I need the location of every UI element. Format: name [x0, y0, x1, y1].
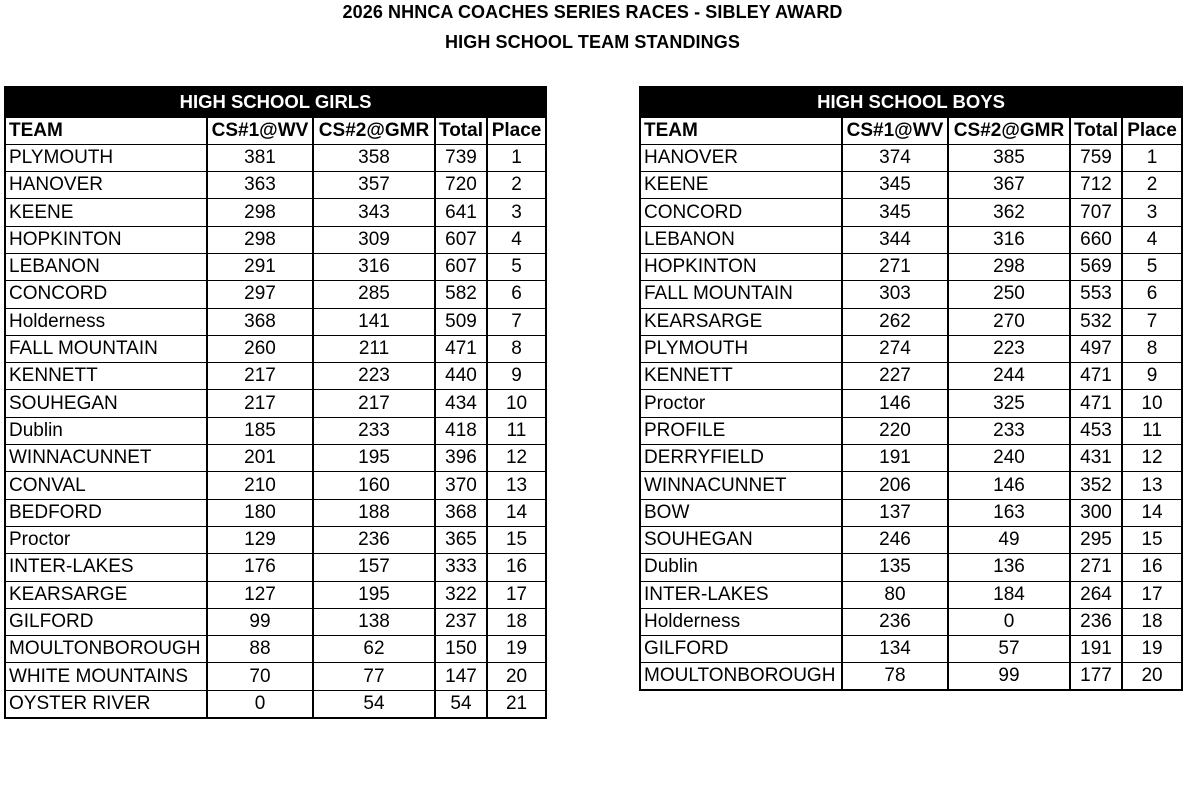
table-row [640, 608, 1182, 635]
cs2-score: 316 [948, 226, 1070, 253]
total-score: 607 [435, 226, 487, 253]
team-name: FALL MOUNTAIN [5, 335, 207, 362]
table-row [5, 144, 546, 171]
table-row [640, 390, 1182, 417]
cs2-score: 240 [948, 445, 1070, 472]
cs2-score: 385 [948, 144, 1070, 171]
place: 20 [487, 663, 546, 690]
team-name: FALL MOUNTAIN [640, 281, 842, 308]
table-row [5, 199, 546, 226]
cs1-score: 180 [207, 499, 313, 526]
total-score: 707 [1070, 199, 1122, 226]
cs2-header: CS#2@GMR [313, 117, 435, 144]
cs2-score: 136 [948, 554, 1070, 581]
cs1-score: 210 [207, 472, 313, 499]
table-row [5, 472, 546, 499]
team-name: CONCORD [5, 281, 207, 308]
girls-banner-row [5, 87, 546, 117]
cs2-score: 99 [948, 663, 1070, 690]
table-row [5, 499, 546, 526]
cs1-score: 70 [207, 663, 313, 690]
cs2-score: 141 [313, 308, 435, 335]
place: 8 [487, 335, 546, 362]
total-score: 370 [435, 472, 487, 499]
page-subtitle: HIGH SCHOOL TEAM STANDINGS [445, 32, 740, 52]
team-name: Dublin [5, 417, 207, 444]
team-name: SOUHEGAN [640, 526, 842, 553]
cs1-score: 291 [207, 253, 313, 280]
place: 3 [1122, 199, 1182, 226]
cs1-score: 176 [207, 554, 313, 581]
cs1-score: 262 [842, 308, 948, 335]
cs2-score: 233 [313, 417, 435, 444]
total-score: 720 [435, 172, 487, 199]
column-header-row [5, 117, 546, 144]
total-score: 236 [1070, 608, 1122, 635]
cs2-score: 309 [313, 226, 435, 253]
place: 2 [487, 172, 546, 199]
team-name: KENNETT [640, 363, 842, 390]
total-score: 471 [435, 335, 487, 362]
table-row [5, 554, 546, 581]
table-row [5, 253, 546, 280]
boys-standings-table [639, 86, 1183, 691]
team-name: KEARSARGE [640, 308, 842, 335]
team-name: GILFORD [5, 608, 207, 635]
boys-table-title: HIGH SCHOOL BOYS [640, 87, 1182, 117]
team-name: SOUHEGAN [5, 390, 207, 417]
total-score: 471 [1070, 390, 1122, 417]
team-name: KEARSARGE [5, 581, 207, 608]
cs1-score: 303 [842, 281, 948, 308]
table-row [5, 281, 546, 308]
cs2-score: 250 [948, 281, 1070, 308]
table-row [5, 335, 546, 362]
place: 14 [1122, 499, 1182, 526]
total-score: 333 [435, 554, 487, 581]
cs2-score: 195 [313, 445, 435, 472]
team-name: MOULTONBOROUGH [640, 663, 842, 690]
place: 11 [487, 417, 546, 444]
cs2-score: 233 [948, 417, 1070, 444]
table-row [640, 308, 1182, 335]
cs2-score: 184 [948, 581, 1070, 608]
cs2-score: 298 [948, 253, 1070, 280]
place: 1 [487, 144, 546, 171]
team-name: PROFILE [640, 417, 842, 444]
place-header: Place [487, 117, 546, 144]
table-row [5, 363, 546, 390]
cs2-score: 160 [313, 472, 435, 499]
place: 19 [1122, 636, 1182, 663]
total-score: 191 [1070, 636, 1122, 663]
place: 9 [487, 363, 546, 390]
cs1-score: 298 [207, 199, 313, 226]
cs2-score: 236 [313, 526, 435, 553]
table-row [640, 417, 1182, 444]
cs1-score: 246 [842, 526, 948, 553]
total-score: 532 [1070, 308, 1122, 335]
cs1-score: 363 [207, 172, 313, 199]
total-score: 368 [435, 499, 487, 526]
table-row [5, 445, 546, 472]
team-name: HANOVER [5, 172, 207, 199]
cs1-score: 217 [207, 363, 313, 390]
table-row [640, 363, 1182, 390]
cs1-score: 298 [207, 226, 313, 253]
place: 5 [487, 253, 546, 280]
place: 4 [1122, 226, 1182, 253]
cs1-score: 220 [842, 417, 948, 444]
place: 8 [1122, 335, 1182, 362]
team-name: WINNACUNNET [5, 445, 207, 472]
team-name: KEENE [5, 199, 207, 226]
team-name: DERRYFIELD [640, 445, 842, 472]
cs2-score: 163 [948, 499, 1070, 526]
cs1-score: 217 [207, 390, 313, 417]
team-name: HANOVER [640, 144, 842, 171]
total-score: 150 [435, 636, 487, 663]
cs1-score: 345 [842, 172, 948, 199]
team-name: Dublin [640, 554, 842, 581]
total-score: 431 [1070, 445, 1122, 472]
cs1-header: CS#1@WV [207, 117, 313, 144]
team-name: HOPKINTON [5, 226, 207, 253]
total-score: 497 [1070, 335, 1122, 362]
cs2-score: 223 [313, 363, 435, 390]
team-name: HOPKINTON [640, 253, 842, 280]
table-row [5, 417, 546, 444]
total-score: 607 [435, 253, 487, 280]
total-score: 739 [435, 144, 487, 171]
cs1-score: 274 [842, 335, 948, 362]
place: 4 [487, 226, 546, 253]
total-score: 712 [1070, 172, 1122, 199]
cs1-score: 88 [207, 636, 313, 663]
total-score: 295 [1070, 526, 1122, 553]
place: 12 [487, 445, 546, 472]
total-score: 322 [435, 581, 487, 608]
table-row [5, 226, 546, 253]
table-row [5, 636, 546, 663]
table-row [5, 663, 546, 690]
place: 5 [1122, 253, 1182, 280]
place: 16 [487, 554, 546, 581]
team-name: Proctor [5, 526, 207, 553]
team-name: KEENE [640, 172, 842, 199]
cs1-score: 137 [842, 499, 948, 526]
team-name: OYSTER RIVER [5, 690, 207, 717]
table-row [640, 445, 1182, 472]
cs2-score: 217 [313, 390, 435, 417]
table-row [640, 636, 1182, 663]
place: 9 [1122, 363, 1182, 390]
total-score: 396 [435, 445, 487, 472]
total-score: 300 [1070, 499, 1122, 526]
team-name: Holderness [640, 608, 842, 635]
total-score: 582 [435, 281, 487, 308]
table-row [640, 499, 1182, 526]
cs1-score: 374 [842, 144, 948, 171]
cs2-score: 57 [948, 636, 1070, 663]
cs1-score: 344 [842, 226, 948, 253]
place: 7 [487, 308, 546, 335]
cs2-score: 0 [948, 608, 1070, 635]
table-row [5, 608, 546, 635]
total-score: 237 [435, 608, 487, 635]
place: 20 [1122, 663, 1182, 690]
cs1-score: 0 [207, 690, 313, 717]
place: 14 [487, 499, 546, 526]
table-row [5, 690, 546, 717]
total-score: 271 [1070, 554, 1122, 581]
cs2-score: 49 [948, 526, 1070, 553]
cs2-score: 138 [313, 608, 435, 635]
total-score: 641 [435, 199, 487, 226]
cs2-header: CS#2@GMR [948, 117, 1070, 144]
table-row [640, 253, 1182, 280]
cs1-score: 271 [842, 253, 948, 280]
team-name: PLYMOUTH [640, 335, 842, 362]
total-header: Total [1070, 117, 1122, 144]
table-row [640, 144, 1182, 171]
team-name: MOULTONBOROUGH [5, 636, 207, 663]
team-name: PLYMOUTH [5, 144, 207, 171]
place: 17 [1122, 581, 1182, 608]
place: 10 [487, 390, 546, 417]
cs2-score: 316 [313, 253, 435, 280]
cs1-score: 78 [842, 663, 948, 690]
cs1-score: 227 [842, 363, 948, 390]
total-score: 660 [1070, 226, 1122, 253]
table-row [5, 308, 546, 335]
place: 18 [1122, 608, 1182, 635]
cs1-score: 236 [842, 608, 948, 635]
total-score: 453 [1070, 417, 1122, 444]
place: 15 [1122, 526, 1182, 553]
cs1-score: 201 [207, 445, 313, 472]
place: 12 [1122, 445, 1182, 472]
place: 11 [1122, 417, 1182, 444]
total-score: 54 [435, 690, 487, 717]
table-row [5, 172, 546, 199]
boys-banner-row [640, 87, 1182, 117]
cs1-score: 260 [207, 335, 313, 362]
team-name: INTER-LAKES [640, 581, 842, 608]
cs2-score: 223 [948, 335, 1070, 362]
table-row [640, 335, 1182, 362]
team-name: INTER-LAKES [5, 554, 207, 581]
total-score: 264 [1070, 581, 1122, 608]
total-score: 759 [1070, 144, 1122, 171]
cs1-score: 368 [207, 308, 313, 335]
team-name: LEBANON [5, 253, 207, 280]
table-row [640, 172, 1182, 199]
cs1-score: 80 [842, 581, 948, 608]
place: 10 [1122, 390, 1182, 417]
cs1-score: 99 [207, 608, 313, 635]
cs1-score: 381 [207, 144, 313, 171]
place: 3 [487, 199, 546, 226]
cs1-score: 185 [207, 417, 313, 444]
team-name: LEBANON [640, 226, 842, 253]
cs2-score: 244 [948, 363, 1070, 390]
total-score: 365 [435, 526, 487, 553]
total-score: 440 [435, 363, 487, 390]
cs1-score: 127 [207, 581, 313, 608]
cs1-score: 297 [207, 281, 313, 308]
cs2-score: 157 [313, 554, 435, 581]
table-row [5, 390, 546, 417]
cs1-score: 191 [842, 445, 948, 472]
team-name: BOW [640, 499, 842, 526]
team-name: KENNETT [5, 363, 207, 390]
cs2-score: 195 [313, 581, 435, 608]
cs2-score: 188 [313, 499, 435, 526]
cs2-score: 62 [313, 636, 435, 663]
cs2-score: 270 [948, 308, 1070, 335]
place: 21 [487, 690, 546, 717]
table-row [640, 554, 1182, 581]
cs1-score: 129 [207, 526, 313, 553]
total-score: 509 [435, 308, 487, 335]
place: 1 [1122, 144, 1182, 171]
total-score: 471 [1070, 363, 1122, 390]
cs2-score: 343 [313, 199, 435, 226]
place: 13 [487, 472, 546, 499]
place: 19 [487, 636, 546, 663]
cs1-score: 206 [842, 472, 948, 499]
cs1-score: 345 [842, 199, 948, 226]
cs2-score: 54 [313, 690, 435, 717]
table-row [640, 199, 1182, 226]
place-header: Place [1122, 117, 1182, 144]
table-row [640, 472, 1182, 499]
cs1-score: 146 [842, 390, 948, 417]
place: 16 [1122, 554, 1182, 581]
place: 2 [1122, 172, 1182, 199]
page-title: 2026 NHNCA COACHES SERIES RACES - SIBLEY AWARD [342, 2, 843, 22]
place: 17 [487, 581, 546, 608]
team-name: Holderness [5, 308, 207, 335]
team-name: BEDFORD [5, 499, 207, 526]
cs2-score: 285 [313, 281, 435, 308]
total-header: Total [435, 117, 487, 144]
team-name: Proctor [640, 390, 842, 417]
total-score: 434 [435, 390, 487, 417]
team-header: TEAM [640, 117, 842, 144]
cs2-score: 77 [313, 663, 435, 690]
place: 7 [1122, 308, 1182, 335]
column-header-row [640, 117, 1182, 144]
cs2-score: 211 [313, 335, 435, 362]
table-row [640, 226, 1182, 253]
table-row [640, 663, 1182, 690]
place: 15 [487, 526, 546, 553]
girls-standings-table [4, 86, 547, 719]
place: 6 [487, 281, 546, 308]
cs2-score: 358 [313, 144, 435, 171]
place: 6 [1122, 281, 1182, 308]
girls-table-title: HIGH SCHOOL GIRLS [5, 87, 546, 117]
place: 13 [1122, 472, 1182, 499]
cs2-score: 146 [948, 472, 1070, 499]
team-header: TEAM [5, 117, 207, 144]
table-row [5, 581, 546, 608]
total-score: 418 [435, 417, 487, 444]
total-score: 352 [1070, 472, 1122, 499]
cs1-score: 135 [842, 554, 948, 581]
team-name: CONVAL [5, 472, 207, 499]
cs2-score: 357 [313, 172, 435, 199]
table-row [640, 581, 1182, 608]
team-name: CONCORD [640, 199, 842, 226]
team-name: WHITE MOUNTAINS [5, 663, 207, 690]
table-row [5, 526, 546, 553]
total-score: 569 [1070, 253, 1122, 280]
cs2-score: 362 [948, 199, 1070, 226]
cs2-score: 367 [948, 172, 1070, 199]
total-score: 553 [1070, 281, 1122, 308]
total-score: 177 [1070, 663, 1122, 690]
place: 18 [487, 608, 546, 635]
table-row [640, 281, 1182, 308]
team-name: WINNACUNNET [640, 472, 842, 499]
cs2-score: 325 [948, 390, 1070, 417]
total-score: 147 [435, 663, 487, 690]
cs1-score: 134 [842, 636, 948, 663]
team-name: GILFORD [640, 636, 842, 663]
cs1-header: CS#1@WV [842, 117, 948, 144]
table-row [640, 526, 1182, 553]
